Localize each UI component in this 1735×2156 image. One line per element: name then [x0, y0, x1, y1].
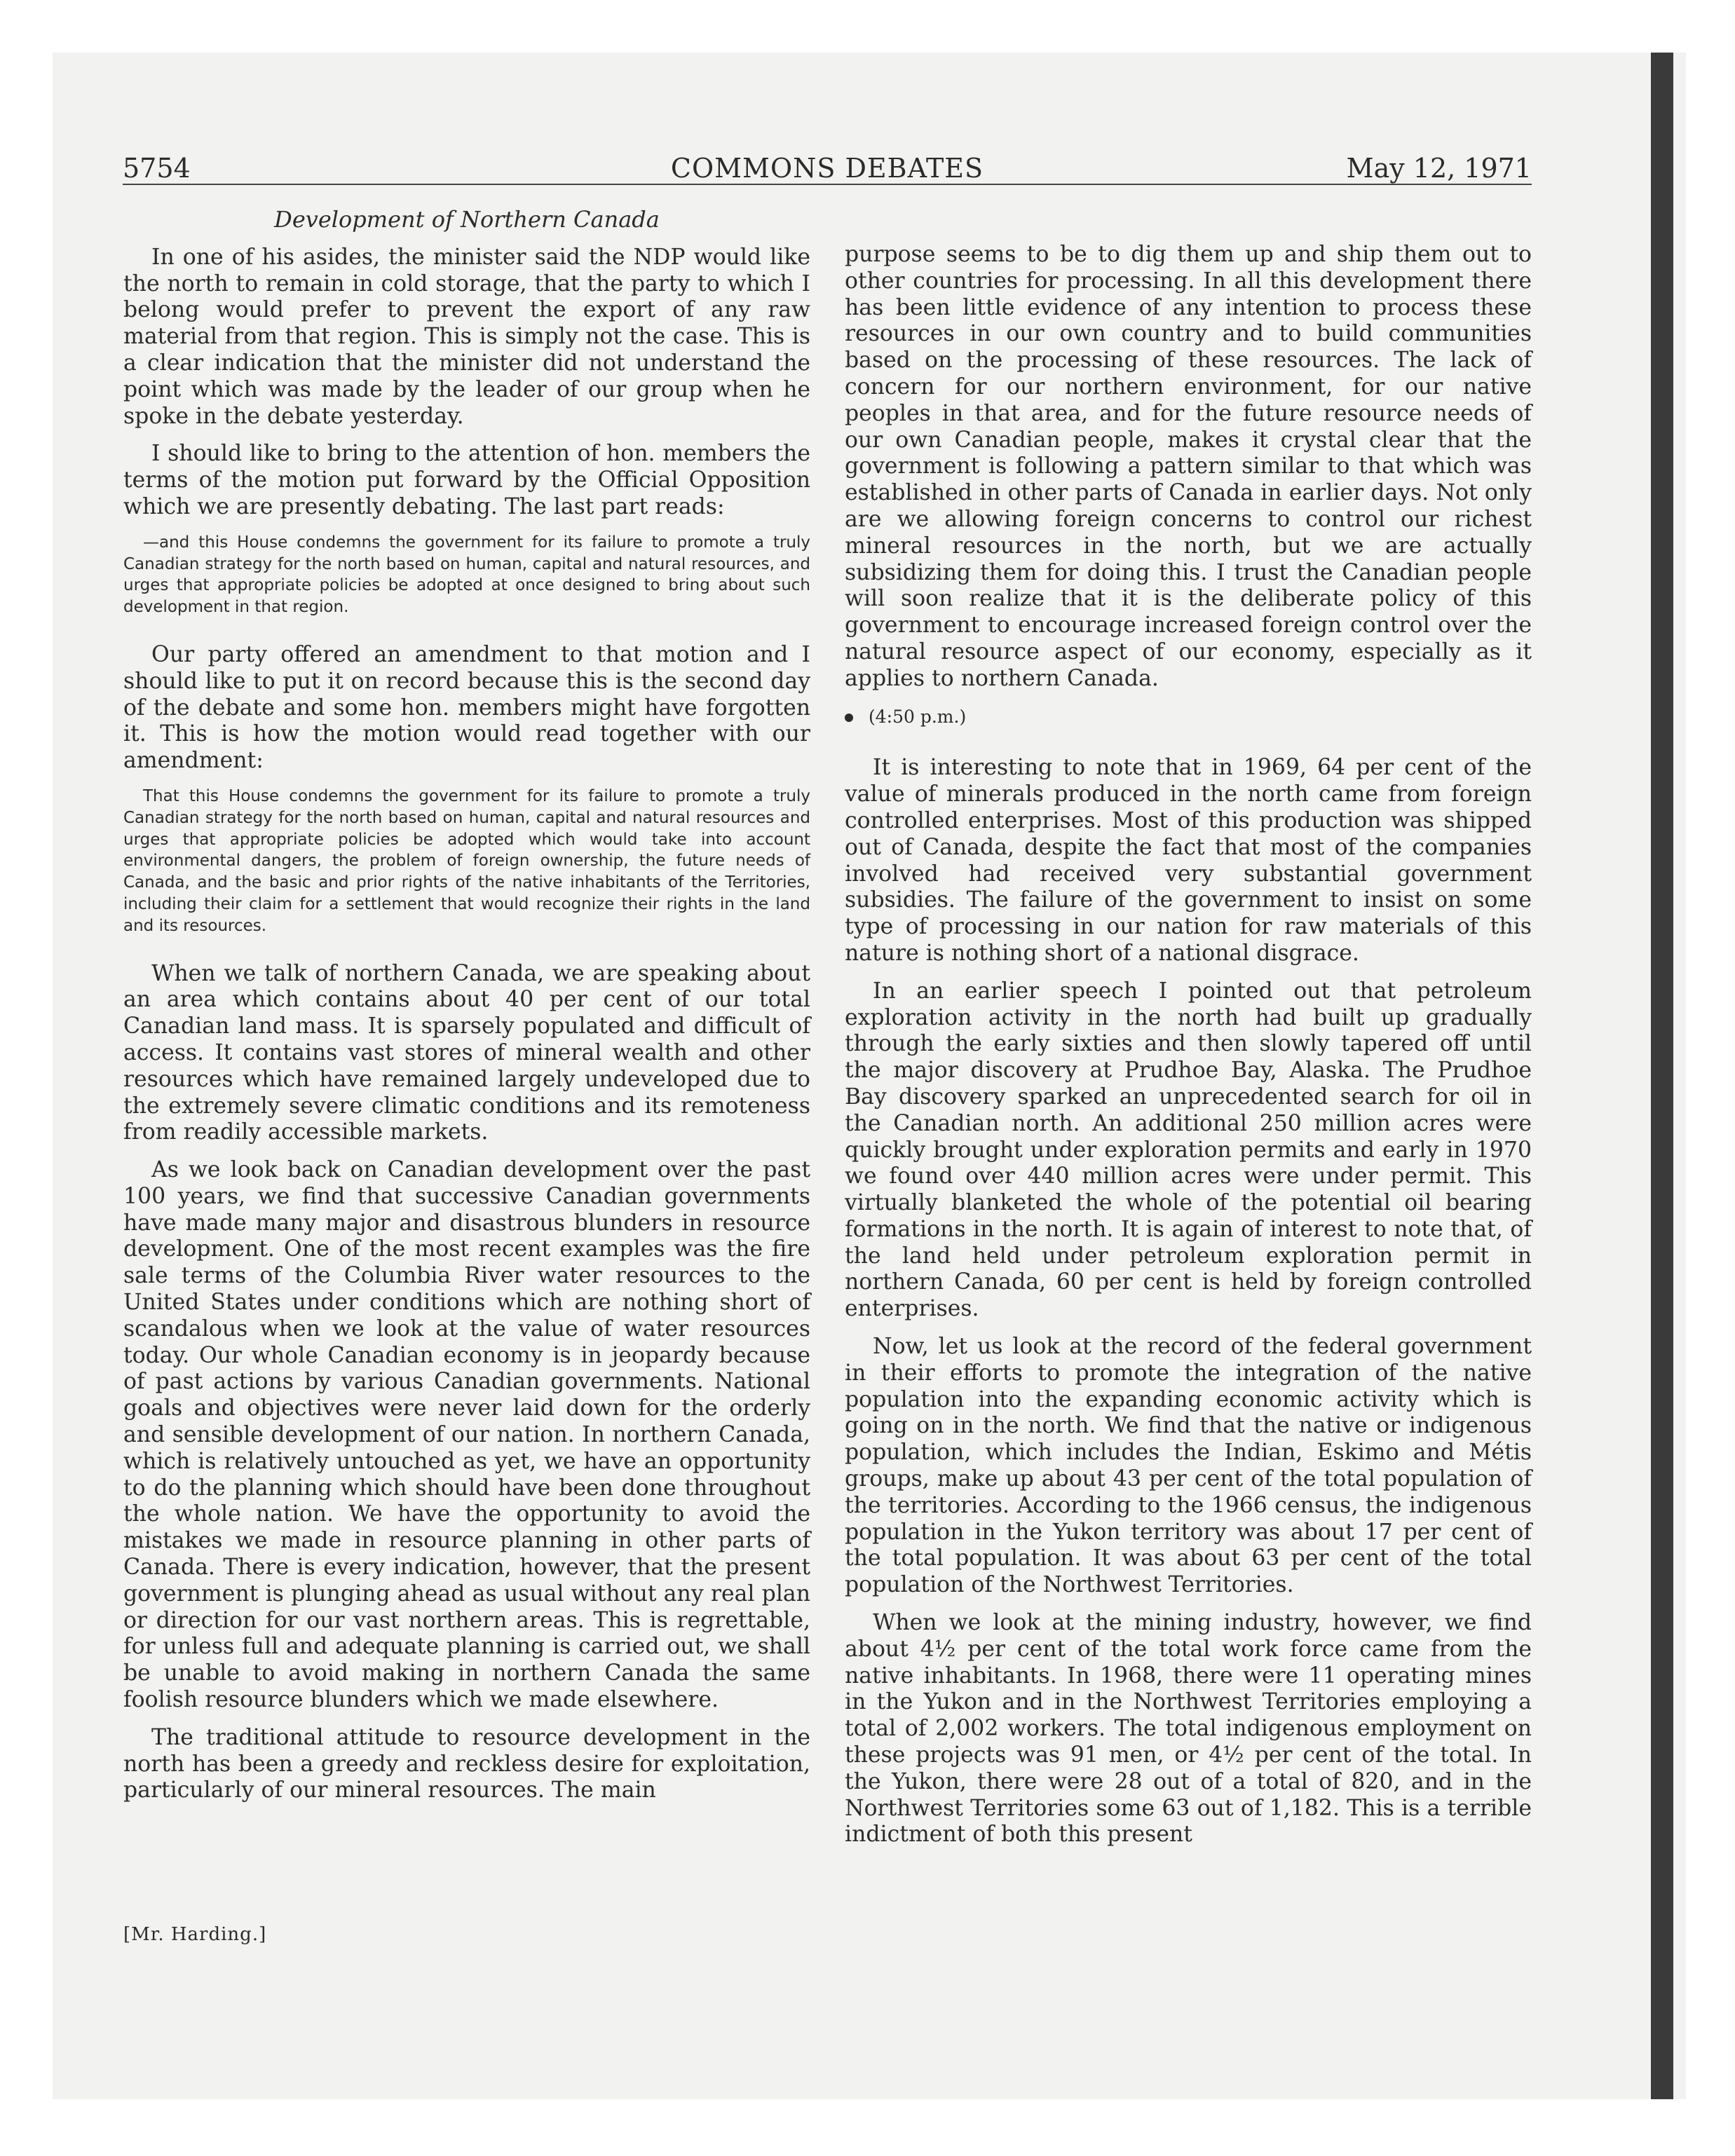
paragraph: purpose seems to be to dig them up and ship them out to other countries for processing. In all this development there has been little evidence of any intention to process these resources in our own country and to build communities based on the processing of these resources. The lack of concern for our northern environment, for our native peoples in that area, and for the future resource needs of our own Canadian people, makes it crystal clear that the government is following a pattern similar to that which was established in other parts of Canada in earlier days. Not only are we allowing foreign concerns to control our richest mineral resources in the north, but we are actually subsidizing them for doing this. I trust the Canadian people will soon realize that it is the deliberate policy of this government to encourage increased foreign control over the natural resource aspect of our economy, especially as it applies to northern Canada.: [845, 242, 1532, 691]
page-header: [123, 147, 1532, 189]
publication-title: COMMONS DEBATES: [670, 153, 984, 184]
paragraph: When we look at the mining industry, however, we find about 4½ per cent of the total work force came from the native inhabitants. In 1968, there were 11 operating mines in the Yukon and in the Northwest Territories employing a total of 2,002 workers. The total indigenous employment on these projects was 91 men, or 4½ per cent of the total. In the Yukon, there were 28 out of a total of 820, and in the Northwest Territories some 63 out of 1,182. This is a terrible indictment of both this present: [845, 1610, 1532, 1848]
quote-text: That this House condemns the government for its failure to promote a truly Canadian strategy for the north based on human, capital and natural resources and urges that appropriate policies be adopted which would take into account environmental dangers, the problem of foreign ownership, the future needs of Canada, and the basic and prior rights of the native inhabitants of the Territories, including their claim for a settlement that would recognize their rights in the land and its resources.: [123, 786, 810, 935]
publication-date: May 12, 1971: [1346, 153, 1532, 184]
motion-quote: [123, 532, 810, 618]
speaker-attribution: [Mr. Harding.]: [123, 1924, 267, 1945]
right-column: [845, 242, 1532, 1860]
paragraph: The traditional attitude to resource development in the north has been a greedy and reckless desire for exploitation, particularly of our mineral resources. The main: [123, 1724, 810, 1803]
amendment-quote: [123, 786, 810, 937]
page-edge-shadow: [1651, 53, 1673, 2099]
bullet-icon: [845, 714, 853, 722]
timestamp-text: (4:50 p.m.): [869, 706, 967, 727]
header-rule: [123, 184, 1532, 185]
paragraph: When we talk of northern Canada, we are speaking about an area which contains about 40 per cent of our total Canadian land mass. It is sparsely populated and difficult of access. It contains vast stores of mineral wealth and other resources which have remained largely undeveloped due to the extremely severe climatic conditions and its remoteness from readily accessible markets.: [123, 960, 810, 1145]
paragraph: It is interesting to note that in 1969, 64 per cent of the value of minerals produced in the north came from foreign controlled enterprises. Most of this production was shipped out of Canada, despite the fact that most of the companies involved had received very substantial government subsidies. The failure of the government to insist on some type of processing in our nation for raw materials of this nature is nothing short of a national disgrace.: [845, 755, 1532, 966]
paragraph: In an earlier speech I pointed out that petroleum exploration activity in the north had built up gradually through the early sixties and then slowly tapered off until the major discovery at Prudhoe Bay, Alaska. The Prudhoe Bay discovery sparked an unprecedented search for oil in the Canadian north. An additional 250 million acres were quickly brought under exploration permits and early in 1970 we found over 440 million acres were under permit. This virtually blanketed the whole of the potential oil bearing formations in the north. It is again of interest to note that, of the land held under petroleum exploration permit in northern Canada, 60 per cent is held by foreign controlled enterprises.: [845, 978, 1532, 1322]
paragraph: Now, let us look at the record of the federal government in their efforts to promote the integration of the native population into the expanding economic activity which is going on in the north. We find that the native or indigenous population, which includes the Indian, Eskimo and Métis groups, make up about 43 per cent of the total population of the territories. According to the 1966 census, the indigenous population in the Yukon territory was about 17 per cent of the total population. It was about 63 per cent of the total population of the Northwest Territories.: [845, 1334, 1532, 1598]
timestamp: [845, 704, 1532, 730]
paragraph: In one of his asides, the minister said the NDP would like the north to remain in cold storage, that the party to which I belong would prefer to prevent the export of any raw material from that region. This is simply not the case. This is a clear indication that the minister did not understand the point which was made by the leader of our group when he spoke in the debate yesterday.: [123, 244, 810, 429]
page-number: 5754: [123, 153, 191, 184]
section-heading: Development of Northern Canada: [274, 206, 660, 233]
quote-text: —and this House condemns the government for its failure to promote a truly Canadian strategy for the north based on human, capital and natural resources, and urges that appropriate policies be adopted at once designed to bring about such development in that region.: [123, 533, 810, 617]
paragraph: Our party offered an amendment to that motion and I should like to put it on record because this is the second day of the debate and some hon. members might have forgotten it. This is how the motion would read together with our amendment:: [123, 641, 810, 774]
left-column: [123, 207, 810, 1815]
paragraph: I should like to bring to the attention of hon. members the terms of the motion put forward by the Official Opposition which we are presently debating. The last part reads:: [123, 441, 810, 519]
paragraph: As we look back on Canadian development over the past 100 years, we find that successive Canadian governments have made many major and disastrous blunders in resource development. One of the most recent examples was the fire sale terms of the Columbia River water resources to the United States under conditions which are nothing short of scandalous when we look at the value of water resources today. Our whole Canadian economy is in jeopardy because of past actions by various Canadian governments. National goals and objectives were never laid down for the orderly and sensible development of our nation. In northern Canada, which is relatively untouched as yet, we have an opportunity to do the planning which should have been done throughout the whole nation. We have the opportunity to avoid the mistakes we made in resource planning in other parts of Canada. There is every indication, however, that the present government is plunging ahead as usual without any real plan or direction for our vast northern areas. This is regrettable, for unless full and adequate planning is carried out, we shall be unable to avoid making in northern Canada the same foolish resource blunders which we made elsewhere.: [123, 1157, 810, 1713]
